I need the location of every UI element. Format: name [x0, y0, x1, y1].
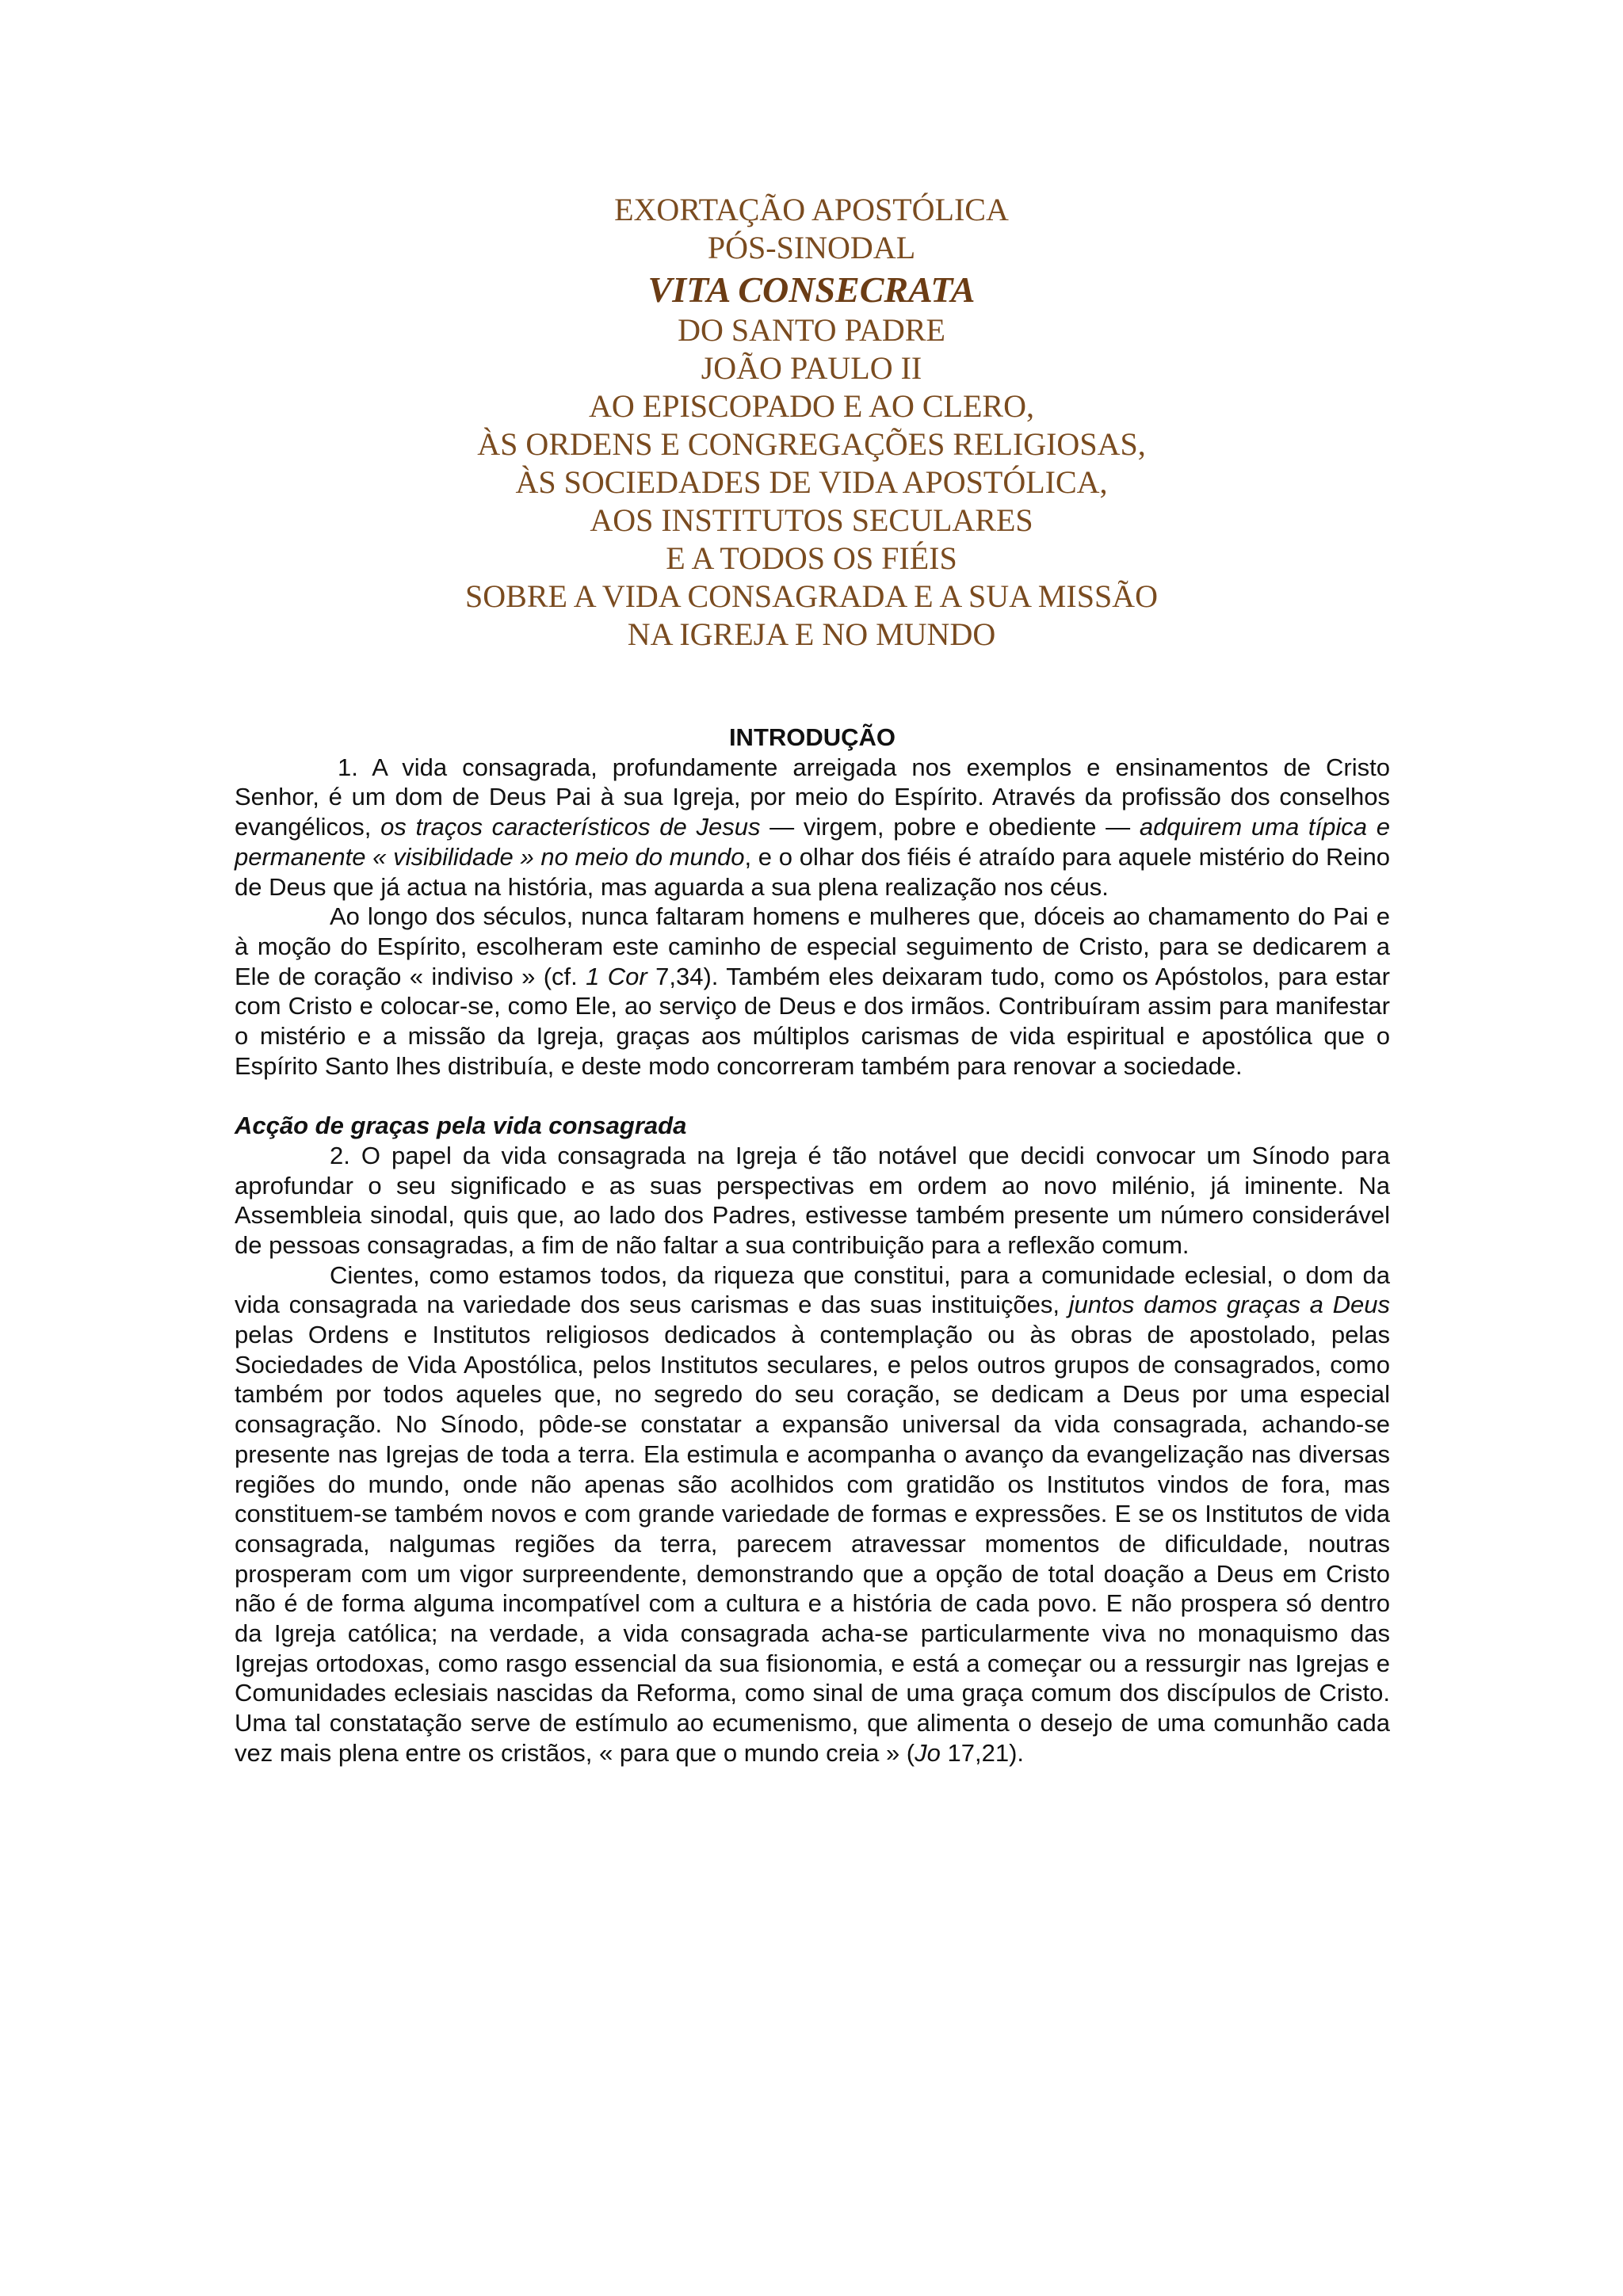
title-line-9: E A TODOS OS FIÉIS — [666, 540, 957, 576]
paragraph-1-emphasis-b: os traços característicos de Jesus — [380, 813, 761, 841]
paragraph-4-text-e: 17,21). — [940, 1738, 1024, 1767]
paragraph-2-citation: 1 Cor — [586, 962, 647, 990]
paragraph-1-text-a: 1. A vida consagrada, profundamente arreigada nos exemplos e ensinamentos de Cristo Senhor, é um dom de Deus Pai à sua Igreja, por meio do Espírito. Através da profissão dos conselhos evangélicos, — [235, 753, 1390, 841]
title-line-10: SOBRE A VIDA CONSAGRADA E A SUA MISSÃO — [465, 578, 1158, 614]
paragraph-1-text-c: — virgem, pobre e obediente — — [760, 813, 1140, 841]
title-line-8: AOS INSTITUTOS SECULARES — [590, 502, 1033, 538]
paragraph-4 — [235, 1261, 1390, 1768]
paragraph-4-emphasis-b: juntos damos graças a Deus — [1068, 1291, 1391, 1319]
title-line-7: ÀS SOCIEDADES DE VIDA APOSTÓLICA, — [515, 464, 1108, 500]
paragraph-1-text-e: , e o olhar dos fiéis é atraído para aquele mistério do Reino de Deus que já actua na história, mas aguarda a sua plena realização nos céus. — [235, 842, 1391, 901]
title-line-6: ÀS ORDENS E CONGREGAÇÕES RELIGIOSAS, — [477, 426, 1146, 462]
title-line-3: DO SANTO PADRE — [678, 312, 945, 348]
document-body — [235, 723, 1390, 1768]
title-line-2: PÓS-SINODAL — [707, 230, 916, 265]
paragraph-3: 2. O papel da vida consagrada na Igreja é tão notável que decidi convocar um Sínodo para aprofundar o seu significado e as suas perspectivas em ordem ao novo milénio, já iminente. Na Assembleia sinodal, quis que, ao lado dos Padres, estivesse também presente um número considerável de pessoas consagradas, a fim de não faltar a sua contribuição para a reflexão comum. — [235, 1141, 1390, 1259]
title-line-4: JOÃO PAULO II — [701, 350, 922, 386]
title-line-11: NA IGREJA E NO MUNDO — [627, 616, 996, 652]
paragraph-1 — [235, 753, 1390, 902]
thanksgiving-heading: Acção de graças pela vida consagrada — [235, 1112, 687, 1140]
title-line-5: AO EPISCOPADO E AO CLERO, — [589, 388, 1034, 424]
paragraph-4-text-a: Cientes, como estamos todos, da riqueza que constitui, para a comunidade eclesial, o dom da vida consagrada na variedade dos seus carismas e das suas instituições, — [235, 1261, 1390, 1319]
paragraph-1-emphasis-d: adquirem uma típica e permanente « visibilidade » no meio do mundo — [235, 813, 1390, 871]
document-title: VITA CONSECRATA — [647, 269, 976, 310]
paragraph-2-text-c: 7,34). Também eles deixaram tudo, como os Apóstolos, para estar com Cristo e colocar-se, como Ele, ao serviço de Deus e dos irmãos. Contribuíram assim para manifestar o mistério e a missão da Igreja, graças aos múltiplos carismas de vida espiritual e apostólica que o Espírito Santo lhes distribuía, e deste modo concorreram também para renovar a sociedade. — [235, 962, 1390, 1080]
paragraph-4-citation: Jo — [915, 1738, 941, 1767]
paragraph-2 — [235, 902, 1390, 1081]
paragraph-4-text-c: pelas Ordens e Institutos religiosos dedicados à contemplação ou às obras de apostolado, pelas Sociedades de Vida Apostólica, pelos Institutos seculares, e pelos outros grupos de consagrados, como também por todos aqueles que, no segredo do seu coração, se dedicam a Deus por uma especial consagração. No Sínodo, pôde-se constatar a expansão universal da vida consagrada, achando-se presente nas Igrejas de toda a terra. Ela estimula e acompanha o avanço da evangelização nas diversas regiões do mundo, onde não apenas são acolhidos com gratidão os Institutos vindos de fora, mas constituem-se também novos e com grande variedade de formas e expressões. E se os Institutos de vida consagrada, nalgumas regiões da terra, parecem atravessar momentos de dificuldade, noutras prosperam com um vigor surpreendente, demonstrando que a opção de total doação a Deus em Cristo não é de forma alguma incompatível com a cultura e a história de cada povo. E não prospera só dentro da Igreja católica; na verdade, a vida consagrada acha-se particularmente viva no monaquismo das Igrejas ortodoxas, como rasgo essencial da sua fisionomia, e está a começar ou a ressurgir nas Igrejas e Comunidades eclesiais nascidas da Reforma, como sinal de uma graça comum dos discípulos de Cristo. Uma tal constatação serve de estímulo ao ecumenismo, que alimenta o desejo de uma comunhão cada vez mais plena entre os cristãos, « para que o mundo creia » ( — [235, 1321, 1390, 1767]
paragraph-2-text-a: Ao longo dos séculos, nunca faltaram homens e mulheres que, dóceis ao chamamento do Pai e à moção do Espírito, escolheram este caminho de especial seguimento de Cristo, para se dedicarem a Ele de coração « indiviso » (cf. — [235, 902, 1390, 990]
introduction-heading: INTRODUÇÃO — [728, 723, 896, 751]
title-line-1: EXORTAÇÃO APOSTÓLICA — [614, 192, 1009, 227]
title-block — [0, 191, 1623, 654]
